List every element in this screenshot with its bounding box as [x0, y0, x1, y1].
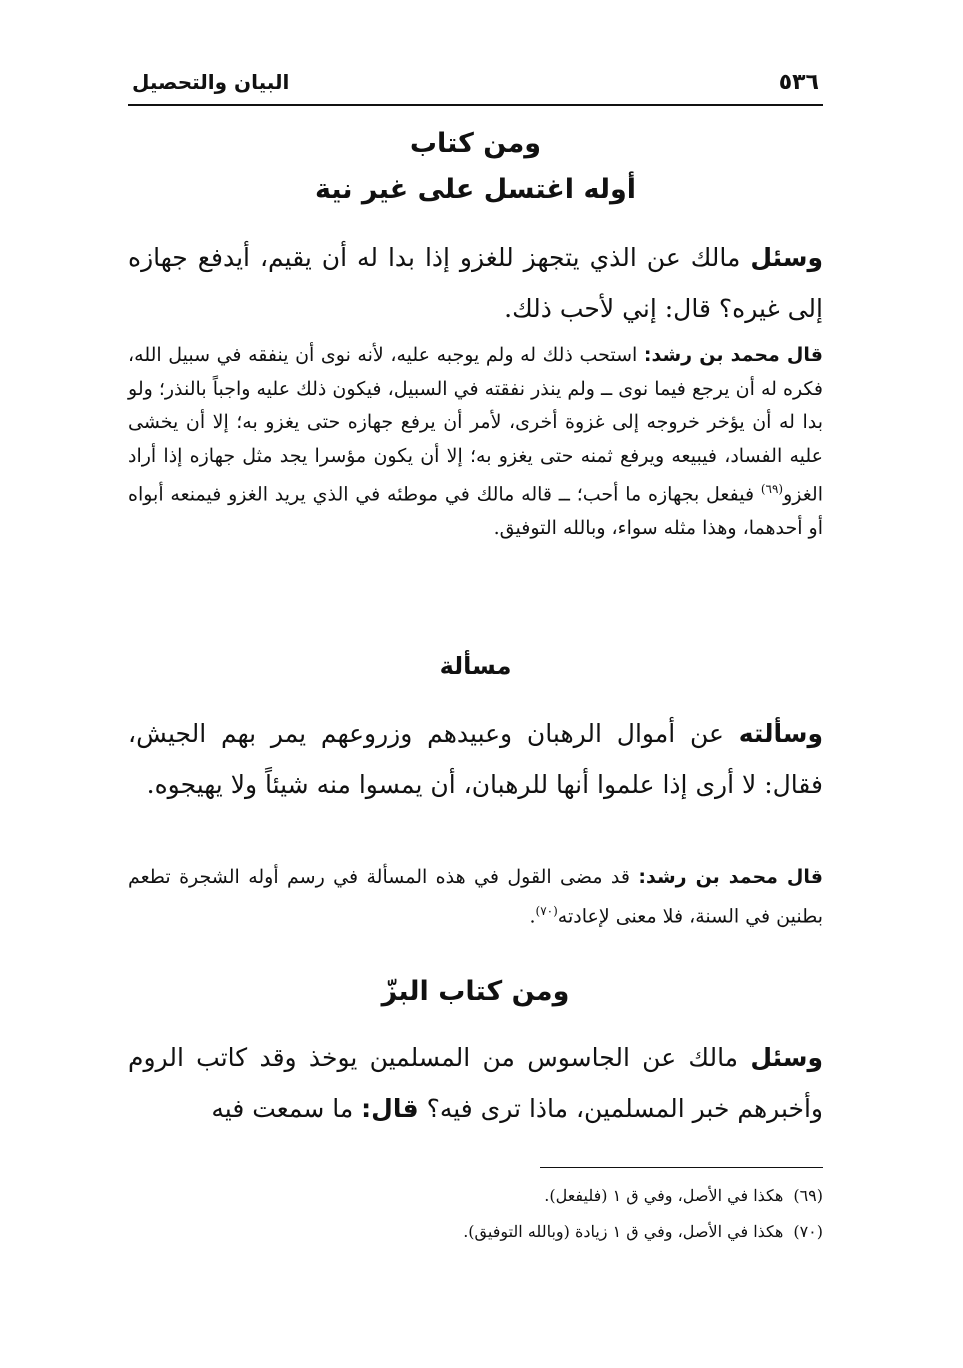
footnote-70: [128, 1222, 823, 1241]
question-paragraph-1: [128, 232, 823, 334]
answer-inline-lead: قال:: [361, 1094, 419, 1123]
question-lead: وسئل: [750, 1043, 823, 1072]
question-lead: وسئل: [750, 243, 823, 272]
answer-lead: قال محمد بن رشد:: [638, 866, 823, 888]
answer-text-continued: .: [529, 904, 536, 927]
answer-paragraph-1: [128, 339, 823, 545]
section-heading-masala: مسألة: [439, 652, 512, 680]
page-number: ٥٣٦: [778, 70, 819, 95]
running-head: [128, 68, 823, 104]
footnote-69: [128, 1186, 823, 1205]
footnote-number: (٦٩): [793, 1186, 823, 1205]
footnote-marker: (٦٩): [760, 482, 784, 496]
header-rule: [128, 104, 823, 106]
answer-inline-text: ما سمعت فيه: [211, 1094, 362, 1123]
section-heading-kitab-albaz: ومن كتاب البزّ: [381, 976, 570, 1007]
question-text: مالك عن الذي يتجهز للغزو إذا بدا له أن يقيم، أيدفع جهازه إلى غيره؟ قال: إني لأحب ذلك.: [128, 243, 823, 323]
book-title: البيان والتحصيل: [132, 70, 290, 94]
footnote-text: هكذا في الأصل، وفي ق ١ زيادة (وبالله التوفيق).: [463, 1222, 784, 1241]
question-text: عن أموال الرهبان وعبيدهم وزروعهم يمر بهم الجيش، فقال: لا أرى إذا علموا أنها للرهبان، أن يمسوا منه شيئاً ولا يهيجوه.: [128, 719, 823, 799]
section-heading-line2: أوله اغتسل على غير نية: [314, 174, 637, 205]
question-paragraph-3: [128, 1032, 823, 1134]
section-heading-line1: ومن كتاب: [409, 128, 542, 159]
footnote-rule: [540, 1167, 823, 1168]
question-text: مالك عن الجاسوس من المسلمين يوخذ وقد كاتب الروم وأخبرهم خبر المسلمين، ماذا ترى فيه؟: [128, 1043, 823, 1123]
footnote-number: (٧٠): [793, 1222, 823, 1241]
question-paragraph-2: [128, 708, 823, 810]
answer-lead: قال محمد بن رشد:: [643, 344, 823, 366]
footnote-text: هكذا في الأصل، وفي ق ١ (فليفعل).: [544, 1186, 784, 1205]
question-lead: وسألته: [738, 719, 823, 748]
footnote-marker: (٧٠): [535, 903, 558, 918]
answer-text: استحب ذلك له ولم يوجبه عليه، لأنه نوى أن ينفقه في سبيل الله، فكره له أن يرجع فيما نوى ــ ولم ينذر نفقته في السبيل، فيكون ذلك عليه واجباً بالنذر؛ ولو بدا له أن يؤخر خروجه إلى غزوة أخرى، لأمر أن يرفع جهازه حتى يغزو به؛ إلا أن يخشى عليه الفساد، فيبيعه ويرفع ثمنه حتى يغزو به؛ إلا أن يكون مؤسرا يجد مثل جهازه إذا أراد الغزو: [128, 344, 823, 506]
answer-text-continued: فيفعل بجهازه ما أحب؛ ــ قاله مالك في موطئه في الذي يريد الغزو فيمنعه أبواه أو أحدهما، وهذا مثله سواء، وبالله التوفيق.: [128, 483, 823, 539]
answer-text: قد مضى القول في هذه المسألة في رسم أوله الشجرة تطعم بطنين في السنة، فلا معنى لإعادته: [128, 866, 823, 927]
answer-paragraph-2: [128, 861, 823, 933]
